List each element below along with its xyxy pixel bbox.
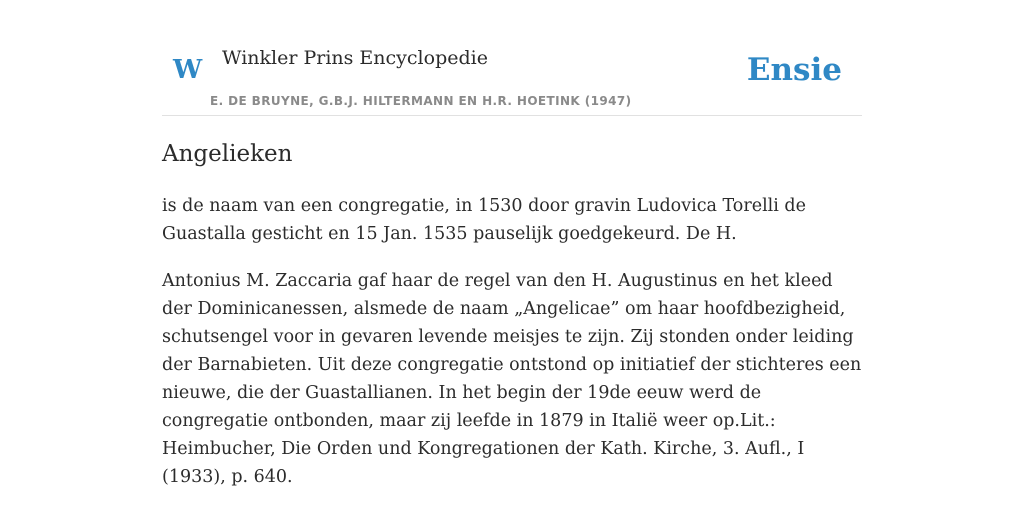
- source-title[interactable]: Winkler Prins Encyclopedie: [222, 47, 488, 69]
- article-title: Angelieken: [162, 141, 293, 167]
- source-authors: E. DE BRUYNE, G.B.J. HILTERMANN EN H.R. HOETINK (1947): [210, 94, 632, 108]
- ensie-logo[interactable]: Ensie: [746, 52, 842, 88]
- article-paragraph: is de naam van een congregatie, in 1530 door gravin Ludovica Torelli de Guastalla gesticht en 15 Jan. 1535 pauselijk goedgekeurd. De H.: [162, 196, 806, 244]
- article-card: [162, 40, 862, 491]
- source-logo[interactable]: W: [173, 55, 203, 85]
- source-header: [162, 40, 862, 116]
- article-paragraph: Antonius M. Zaccaria gaf haar de regel van den H. Augustinus en het kleed der Dominicanessen, alsmede de naam „Angelicae” om haar hoofdbezigheid, schutsengel voor in gevaren levende meisjes te zijn. Zij stonden onder leiding der Barnabieten. Uit deze congregatie ontstond op initiatief der stichteres een nieuwe, die der Guastallianen. In het begin der 19de eeuw werd de congregatie ontbonden, maar zij leefde in 1879 in Italië weer op.Lit.: Heimbucher, Die Orden und Kongregationen der Kath. Kirche, 3. Aufl., I (1933), p. 640.: [162, 271, 862, 487]
